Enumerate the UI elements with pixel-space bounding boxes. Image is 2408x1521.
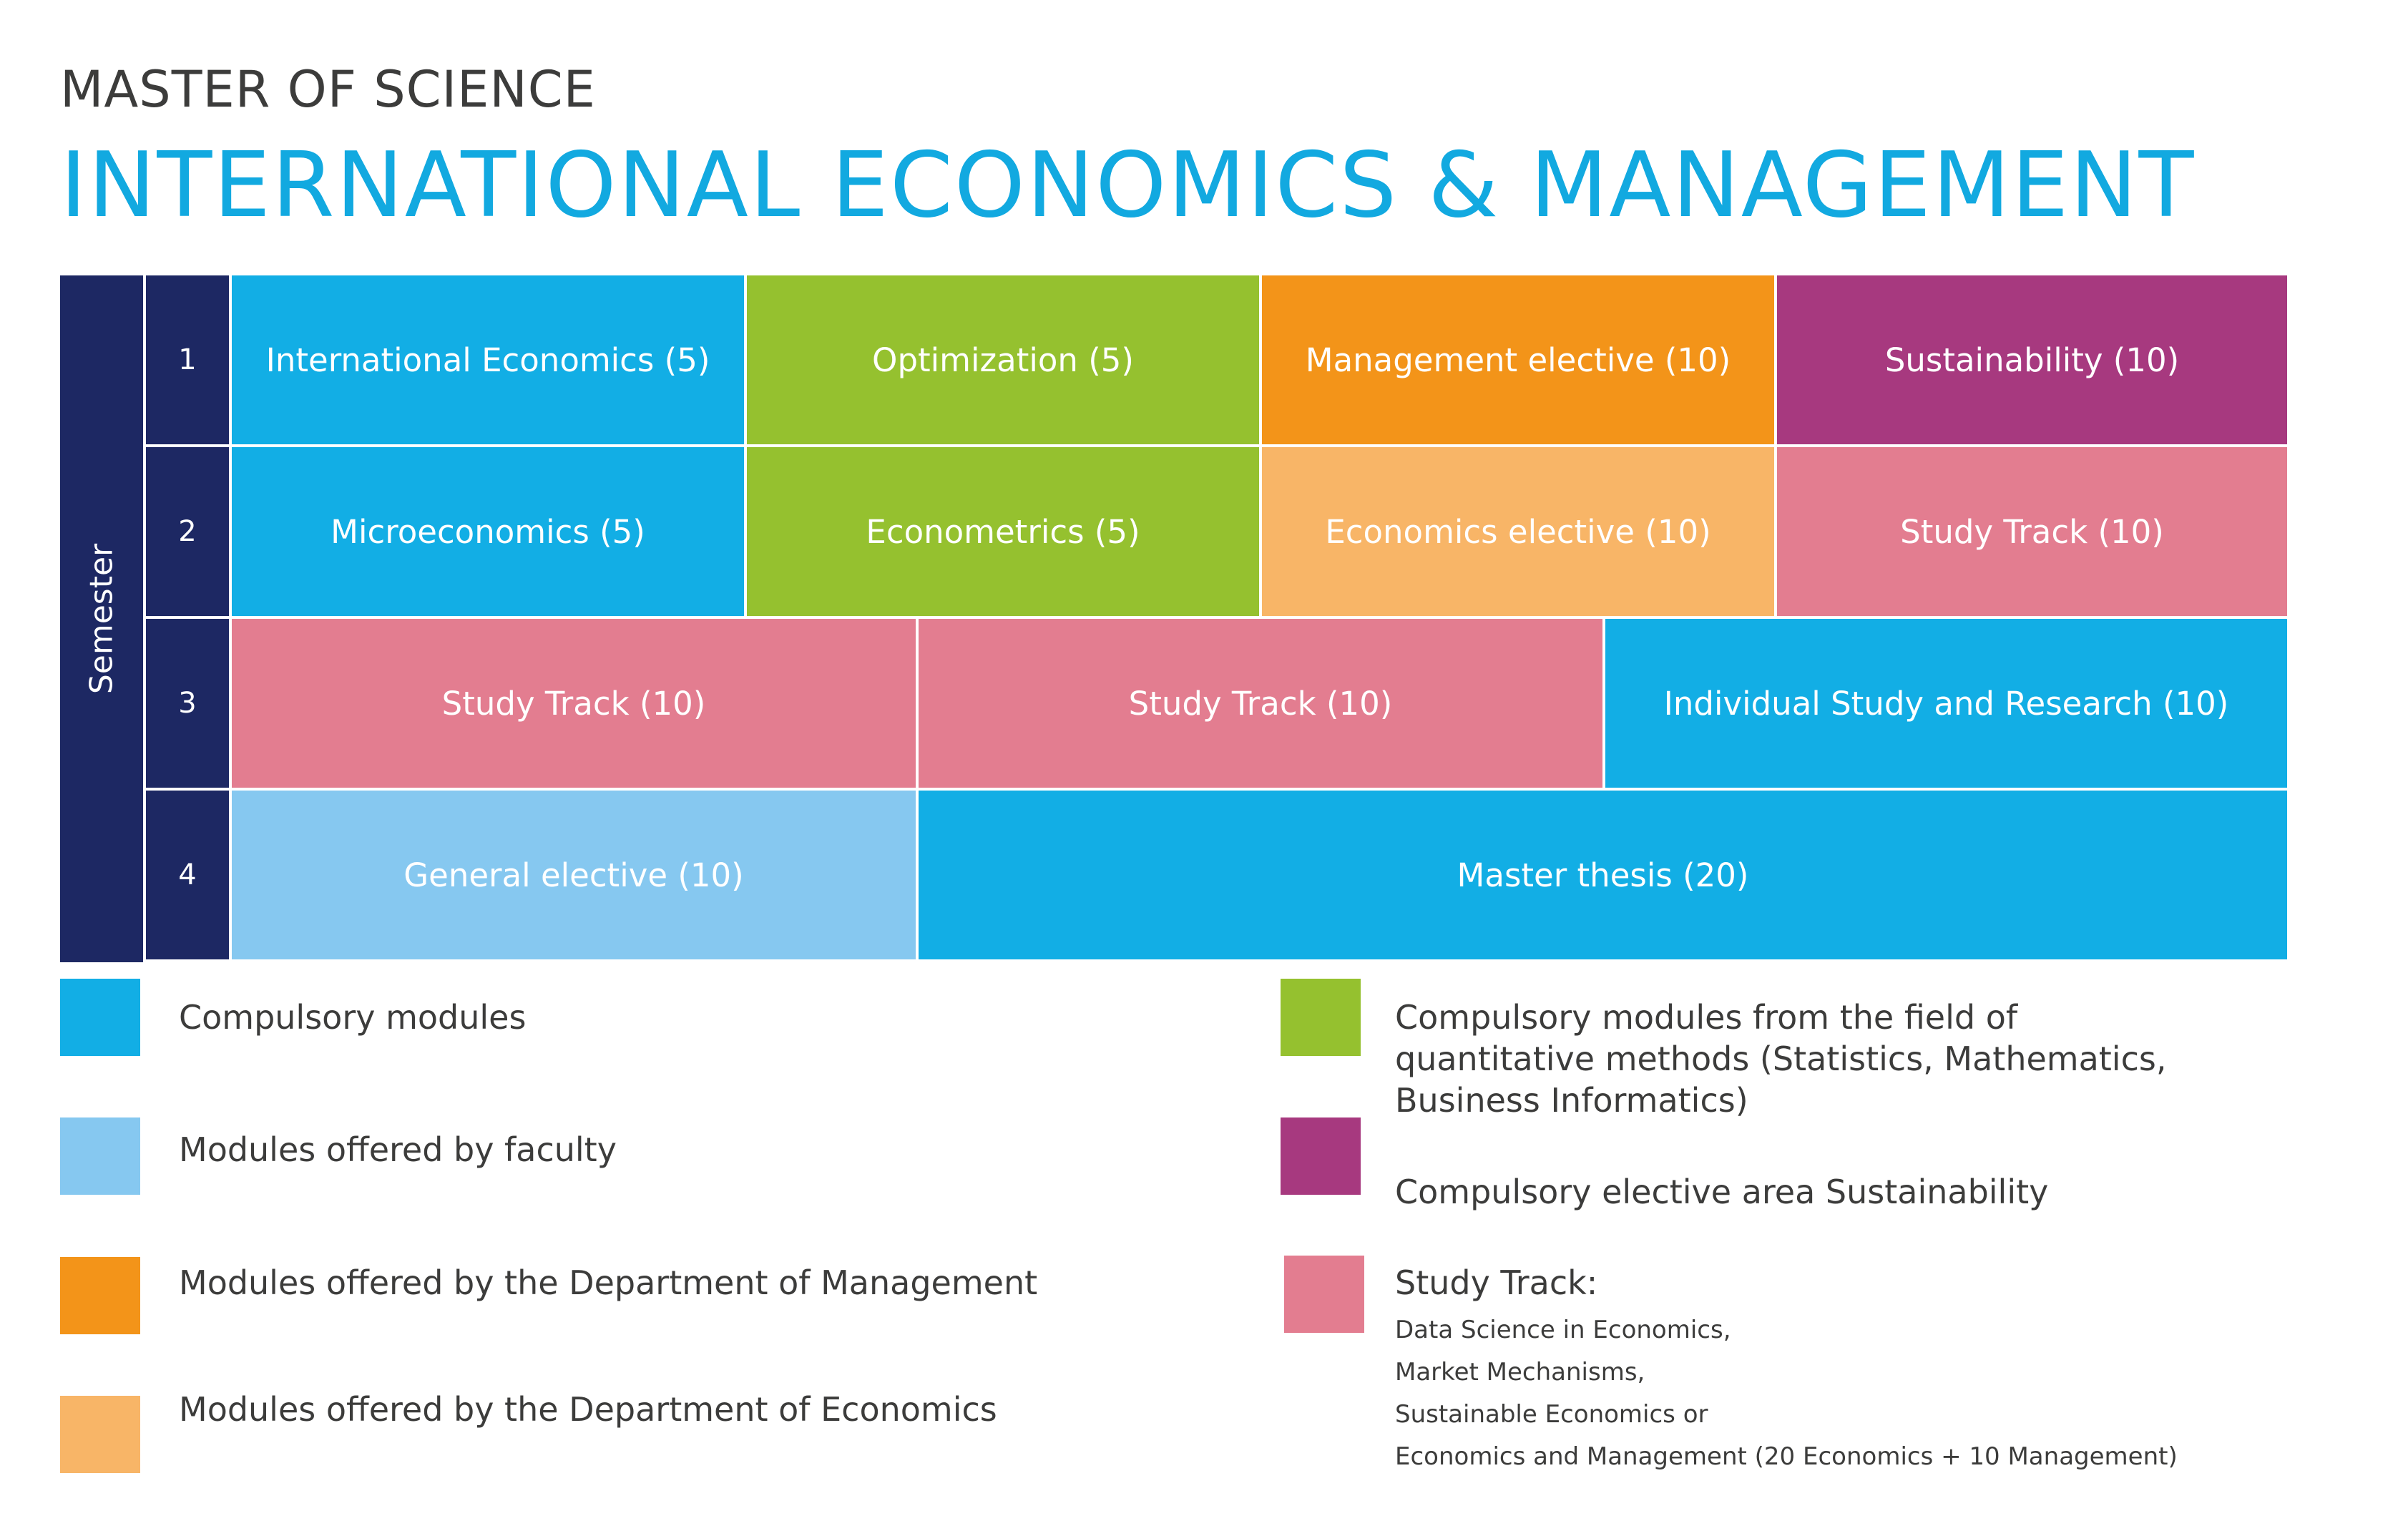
module-cell: Econometrics (5): [747, 447, 1259, 616]
legend-swatch-study-track: [1284, 1256, 1364, 1333]
legend-label-management: Modules offered by the Department of Management: [179, 1263, 1038, 1302]
semester-number-2: 2: [146, 447, 229, 616]
study-track-item: Data Science in Economics,: [1395, 1316, 1731, 1344]
study-track-item: Economics and Management (20 Economics + 10 Management): [1395, 1442, 2178, 1471]
module-cell: Management elective (10): [1262, 275, 1774, 444]
legend-swatch-quantitative: [1281, 979, 1361, 1056]
module-cell: Master thesis (20): [919, 791, 2287, 959]
legend-label-quantitative: quantitative methods (Statistics, Mathematics,: [1395, 1040, 2167, 1078]
legend-swatch-compulsory: [60, 979, 140, 1056]
curriculum-grid: [60, 275, 2287, 962]
legend-label-quantitative: Compulsory modules from the field of: [1395, 998, 2018, 1037]
legend-label-study-track: Study Track:: [1395, 1263, 1598, 1302]
module-cell: Economics elective (10): [1262, 447, 1774, 616]
semester-number-3: 3: [146, 619, 229, 788]
semester-number-4: 4: [146, 791, 229, 959]
module-cell: Study Track (10): [1777, 447, 2287, 616]
legend-swatch-economics: [60, 1396, 140, 1473]
study-track-item: Sustainable Economics or: [1395, 1400, 1708, 1429]
module-cell: Sustainability (10): [1777, 275, 2287, 444]
legend-label-quantitative: Business Informatics): [1395, 1081, 1748, 1120]
module-cell: Microeconomics (5): [232, 447, 744, 616]
module-cell: Study Track (10): [232, 619, 916, 788]
semester-axis-label: Semester: [83, 543, 120, 695]
subtitle: MASTER OF SCIENCE: [60, 60, 596, 119]
module-cell: General elective (10): [232, 791, 916, 959]
legend-swatch-management: [60, 1257, 140, 1334]
legend-swatch-faculty: [60, 1117, 140, 1195]
module-cell: Study Track (10): [919, 619, 1602, 788]
legend-label-compulsory: Compulsory modules: [179, 998, 527, 1037]
legend-label-economics: Modules offered by the Department of Economics: [179, 1390, 997, 1429]
legend-label-faculty: Modules offered by faculty: [179, 1130, 617, 1169]
module-cell: Individual Study and Research (10): [1605, 619, 2287, 788]
module-cell: International Economics (5): [232, 275, 744, 444]
semester-axis: [60, 275, 143, 962]
page-title: INTERNATIONAL ECONOMICS & MANAGEMENT: [60, 132, 2196, 238]
study-track-item: Market Mechanisms,: [1395, 1358, 1645, 1386]
module-cell: Optimization (5): [747, 275, 1259, 444]
legend-label-sustainability: Compulsory elective area Sustainability: [1395, 1173, 2049, 1211]
legend-swatch-sustainability: [1281, 1117, 1361, 1195]
semester-number-1: 1: [146, 275, 229, 444]
